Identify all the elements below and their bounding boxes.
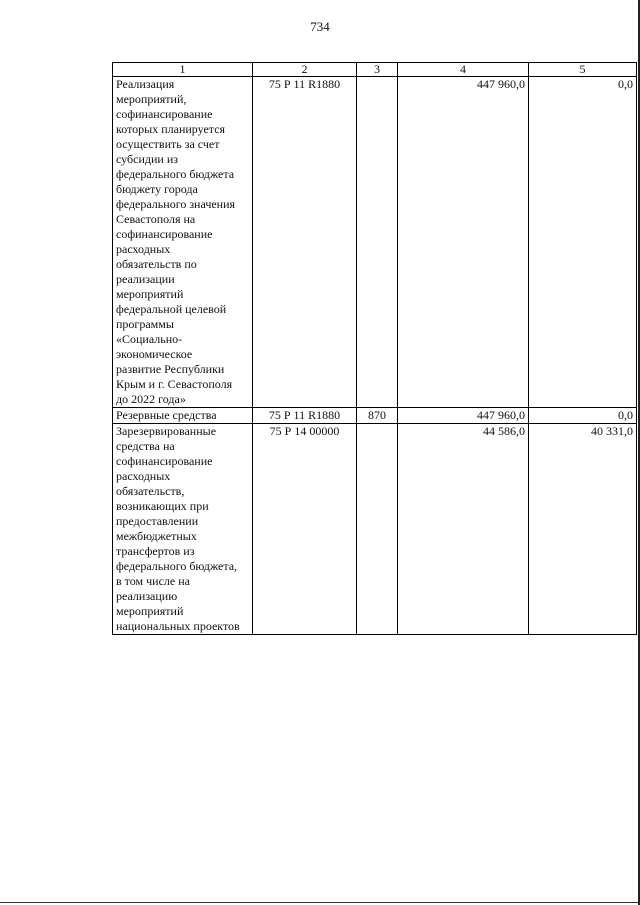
- row-name: Резервные средства: [113, 408, 253, 424]
- column-header-4: 4: [398, 63, 529, 77]
- row-amount-2: 0,0: [529, 408, 637, 424]
- row-amount-2: 40 331,0: [529, 424, 637, 635]
- row-code: 75 Р 14 00000: [253, 424, 357, 635]
- budget-table: [112, 62, 637, 635]
- scan-edge-bottom: [0, 902, 640, 903]
- row-name: Зарезервированные средства на софинансирование расходных обязательств, возникающих при предоставлении межбюджетных трансфертов из федерального бюджета, в том числе на реализацию мероприятий национальных проектов: [113, 424, 253, 635]
- row-amount-1: 447 960,0: [398, 408, 529, 424]
- column-header-5: 5: [529, 63, 637, 77]
- column-header-2: 2: [253, 63, 357, 77]
- row-type: [357, 424, 398, 635]
- table-header-row: [113, 63, 637, 77]
- row-amount-1: 44 586,0: [398, 424, 529, 635]
- page-number: 734: [310, 19, 330, 34]
- row-amount-2: 0,0: [529, 77, 637, 408]
- table-row: [113, 408, 637, 424]
- table-row: [113, 77, 637, 408]
- row-type: 870: [357, 408, 398, 424]
- row-type: [357, 77, 398, 408]
- table-row: [113, 424, 637, 635]
- row-code: 75 Р 11 R1880: [253, 408, 357, 424]
- row-code: 75 Р 11 R1880: [253, 77, 357, 408]
- column-header-1: 1: [113, 63, 253, 77]
- column-header-3: 3: [357, 63, 398, 77]
- row-amount-1: 447 960,0: [398, 77, 529, 408]
- row-name: Реализация мероприятий, софинансирование которых планируется осуществить за счет субсидии из федерального бюджета бюджету города федерального значения Севастополя на софинансирование расходных обязательств по реализации мероприятий федеральной целевой программы «Социально- экономическое развитие Республики Крым и г. Севастополя до 2022 года»: [113, 77, 253, 408]
